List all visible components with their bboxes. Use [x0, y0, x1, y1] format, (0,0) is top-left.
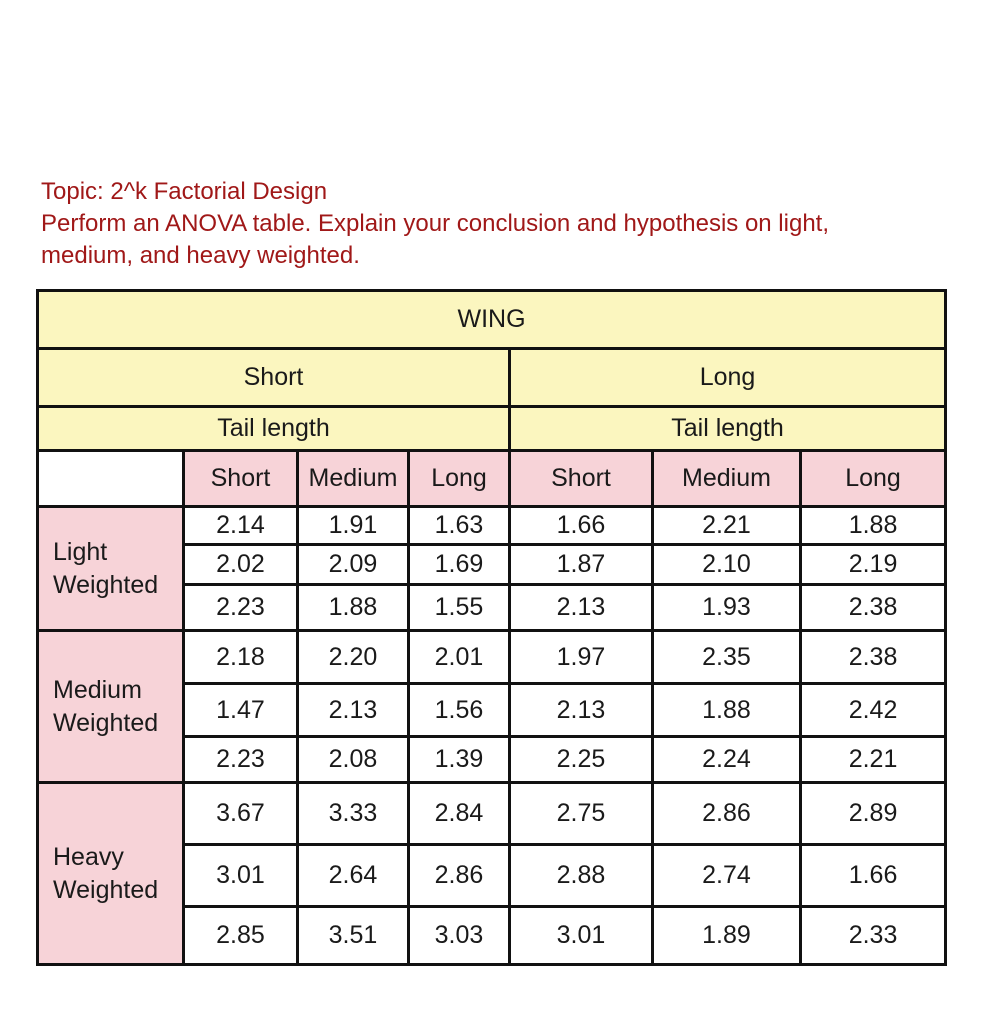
col-header-short: Short — [184, 451, 298, 507]
corner-cell — [38, 451, 184, 507]
table-row — [38, 783, 946, 845]
data-cell: 2.38 — [801, 585, 946, 631]
topic-line: Topic: 2^k Factorial Design — [41, 178, 328, 205]
col-header-short: Short — [510, 451, 653, 507]
table-row — [38, 631, 946, 684]
data-cell: 3.67 — [184, 783, 298, 845]
data-cell: 1.39 — [409, 737, 510, 783]
col-header-long: Long — [801, 451, 946, 507]
data-cell: 1.66 — [510, 507, 653, 545]
row-group-label — [38, 783, 184, 965]
wing-short-header: Short — [38, 349, 510, 407]
data-cell: 2.89 — [801, 783, 946, 845]
data-cell: 1.93 — [653, 585, 801, 631]
data-cell: 3.01 — [510, 907, 653, 965]
data-cell: 2.21 — [801, 737, 946, 783]
data-cell: 1.66 — [801, 845, 946, 907]
data-cell: 1.91 — [298, 507, 409, 545]
data-cell: 1.55 — [409, 585, 510, 631]
data-cell: 3.03 — [409, 907, 510, 965]
data-cell: 2.02 — [184, 545, 298, 585]
data-cell: 2.74 — [653, 845, 801, 907]
data-cell: 1.88 — [653, 684, 801, 737]
data-cell: 1.47 — [184, 684, 298, 737]
data-cell: 2.23 — [184, 737, 298, 783]
data-cell: 2.85 — [184, 907, 298, 965]
instruction-line-1: Perform an ANOVA table. Explain your conclusion and hypothesis on light, — [41, 210, 830, 237]
data-cell: 1.87 — [510, 545, 653, 585]
data-cell: 2.64 — [298, 845, 409, 907]
row-group-label — [38, 631, 184, 783]
data-cell: 1.88 — [801, 507, 946, 545]
data-cell: 2.14 — [184, 507, 298, 545]
data-cell: 2.01 — [409, 631, 510, 684]
row-group-label-line: Weighted — [53, 875, 159, 904]
data-cell: 2.86 — [409, 845, 510, 907]
data-cell: 1.56 — [409, 684, 510, 737]
data-cell: 2.88 — [510, 845, 653, 907]
data-cell: 2.13 — [298, 684, 409, 737]
data-cell: 2.13 — [510, 585, 653, 631]
data-cell: 3.51 — [298, 907, 409, 965]
data-cell: 3.33 — [298, 783, 409, 845]
data-cell: 2.23 — [184, 585, 298, 631]
wing-long-header: Long — [510, 349, 946, 407]
wing-header: WING — [38, 291, 946, 349]
data-cell: 1.63 — [409, 507, 510, 545]
row-group-label-line: Light — [53, 537, 108, 566]
data-cell: 2.38 — [801, 631, 946, 684]
instruction-line-2: medium, and heavy weighted. — [41, 242, 360, 269]
data-cell: 2.19 — [801, 545, 946, 585]
data-cell: 2.86 — [653, 783, 801, 845]
row-group-label-line: Weighted — [53, 708, 159, 737]
factorial-data-table — [36, 289, 947, 966]
data-cell: 2.09 — [298, 545, 409, 585]
data-cell: 2.08 — [298, 737, 409, 783]
data-cell: 2.84 — [409, 783, 510, 845]
col-header-medium: Medium — [653, 451, 801, 507]
row-group-label-line: Heavy — [53, 842, 124, 871]
question-prompt — [41, 176, 961, 272]
data-cell: 2.33 — [801, 907, 946, 965]
data-cell: 2.10 — [653, 545, 801, 585]
data-cell: 2.75 — [510, 783, 653, 845]
data-cell: 2.35 — [653, 631, 801, 684]
tail-length-header-short: Tail length — [38, 407, 510, 451]
data-cell: 2.13 — [510, 684, 653, 737]
data-cell: 3.01 — [184, 845, 298, 907]
data-cell: 1.88 — [298, 585, 409, 631]
table-row — [38, 507, 946, 545]
row-group-label-line: Weighted — [53, 570, 159, 599]
data-cell: 1.69 — [409, 545, 510, 585]
row-group-label-line: Medium — [53, 675, 142, 704]
data-cell: 1.89 — [653, 907, 801, 965]
col-header-medium: Medium — [298, 451, 409, 507]
data-cell: 2.18 — [184, 631, 298, 684]
col-header-long: Long — [409, 451, 510, 507]
data-cell: 2.20 — [298, 631, 409, 684]
tail-length-header-long: Tail length — [510, 407, 946, 451]
data-cell: 1.97 — [510, 631, 653, 684]
data-cell: 2.24 — [653, 737, 801, 783]
data-cell: 2.42 — [801, 684, 946, 737]
data-cell: 2.25 — [510, 737, 653, 783]
data-cell: 2.21 — [653, 507, 801, 545]
row-group-label — [38, 507, 184, 631]
